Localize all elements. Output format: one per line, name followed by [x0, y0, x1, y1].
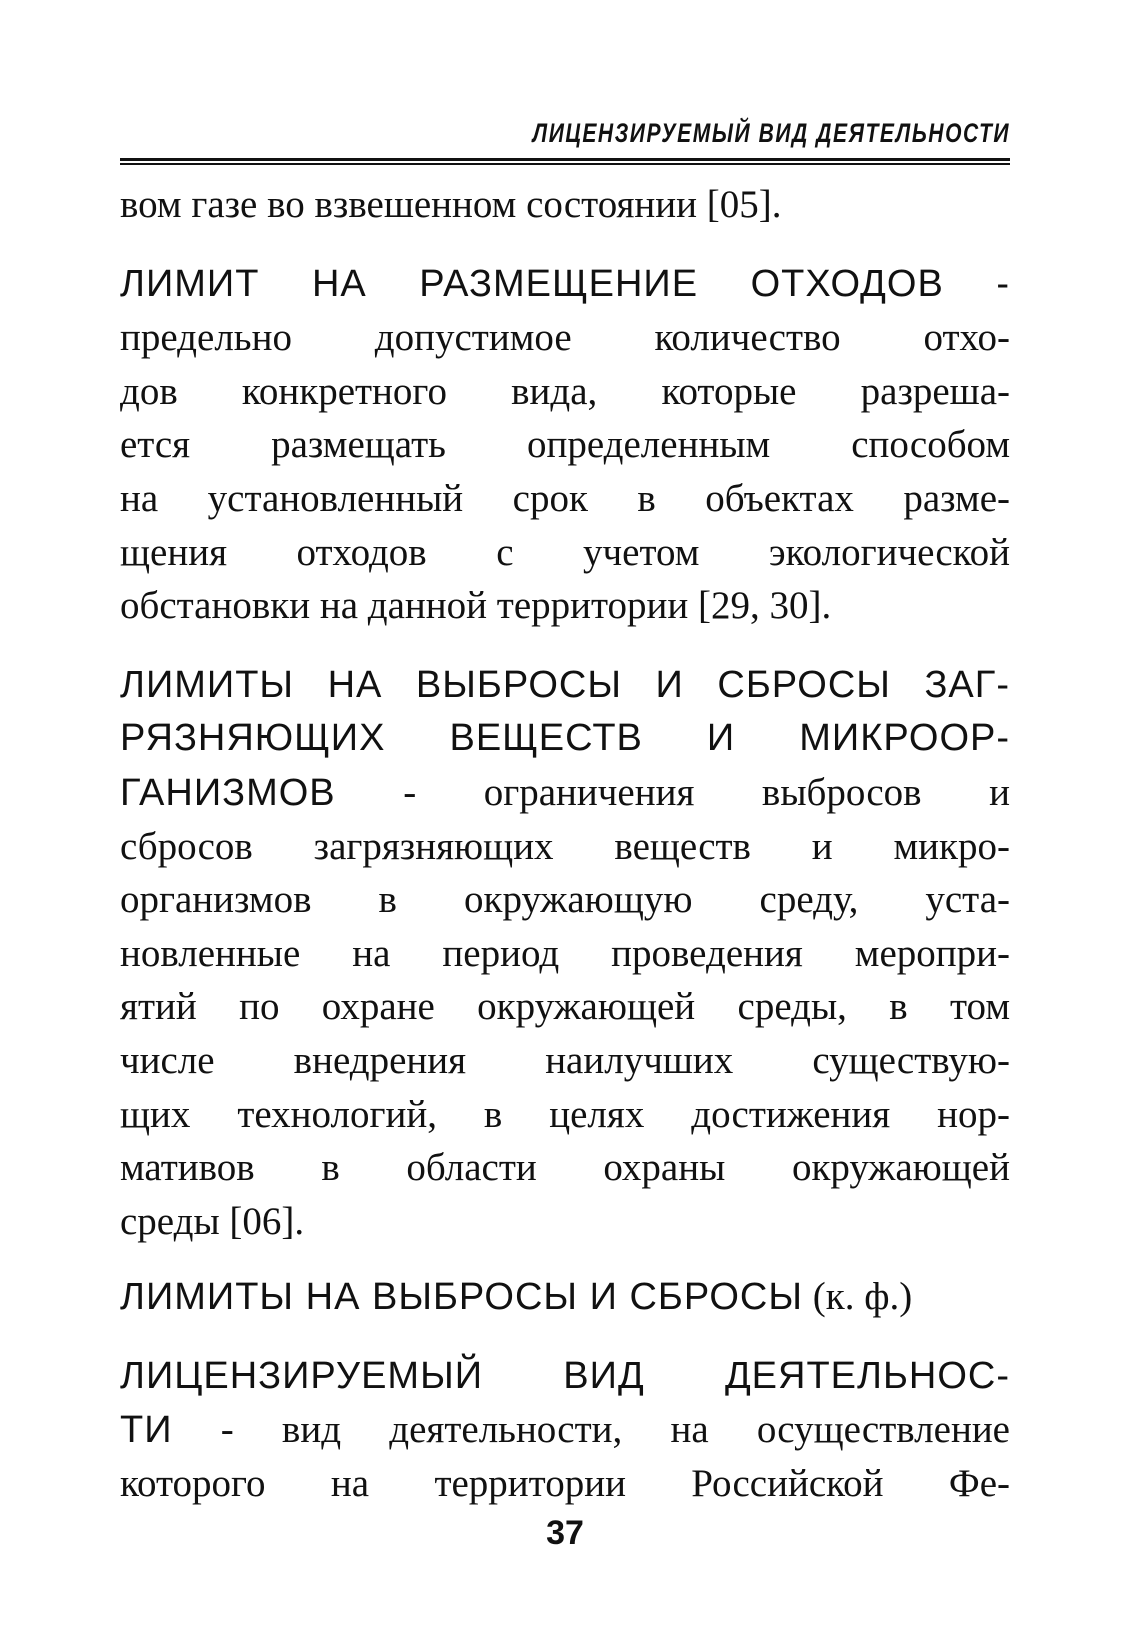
entry-line: щих технологий, в целях достижения нор- [120, 1092, 1010, 1136]
header-rule [120, 158, 1010, 165]
entry-line: числе внедрения наилучших существую- [120, 1038, 1010, 1082]
entry-term: ЛИМИТЫ НА ВЫБРОСЫ И СБРОСЫ ЗАГ- [120, 663, 1010, 706]
page-number: 37 [546, 1514, 584, 1552]
entry-term-line [120, 1403, 1010, 1457]
entry-term: РЯЗНЯЮЩИХ ВЕЩЕСТВ И МИКРООР- [120, 717, 1010, 760]
entry-line: ятий по охране окружающей среды, в том [120, 985, 1010, 1029]
entry-term: ЛИМИТЫ НА ВЫБРОСЫ И СБРОСЫ [120, 1276, 804, 1319]
entry-term: ЛИЦЕНЗИРУЕМЫЙ ВИД ДЕЯТЕЛЬНОС- [120, 1354, 1010, 1397]
entry-licensed-activity [120, 1350, 1010, 1511]
entry-line: мативов в области охраны окружающей [120, 1146, 1010, 1190]
continuation-line: вом газе во взвешенном состоянии [05]. [120, 183, 782, 226]
entry-line: дов конкретного вида, которые разреша- [120, 369, 1010, 413]
entry-line: на установленный срок в объектах разме- [120, 476, 1010, 520]
entry-definition-start: - вид деятельности, на осуществление [172, 1408, 1010, 1452]
crossref-note: (к. ф.) [803, 1275, 913, 1319]
entry-line: которого на территории Российской Фе- [120, 1462, 1010, 1506]
entry-line: среды [06]. [120, 1199, 305, 1243]
entry-term: ГАНИЗМОВ [120, 771, 336, 814]
entry-line: сбросов загрязняющих веществ и микро- [120, 824, 1010, 868]
entry-definition-start: - ограничения выбросов и [335, 770, 1010, 814]
entry-line: щения отходов с учетом экологической [120, 530, 1010, 574]
page-content [120, 178, 1010, 1511]
entry-line: организмов в окружающую среду, уста- [120, 878, 1010, 922]
entry-line: обстановки на данной территории [29, 30]. [120, 584, 832, 628]
entry-emission-limits [120, 659, 1010, 1249]
entry-term: ЛИМИТ НА РАЗМЕЩЕНИЕ ОТХОДОВ - [120, 262, 1010, 305]
entry-line: ется размещать определенным способом [120, 423, 1010, 467]
entry-waste-limit [120, 258, 1010, 633]
entry-term: ТИ [120, 1409, 173, 1452]
entry-line: новленные на период проведения меропри- [120, 931, 1010, 975]
entry-line: предельно допустимое количество отхо- [120, 316, 1010, 360]
entry-term-line [120, 766, 1010, 820]
running-head: ЛИЦЕНЗИРУЕМЫЙ ВИД ДЕЯТЕЛЬНОСТИ [532, 118, 1010, 148]
book-page [120, 0, 1010, 1647]
entry-emission-limits-crossref [120, 1270, 1010, 1324]
